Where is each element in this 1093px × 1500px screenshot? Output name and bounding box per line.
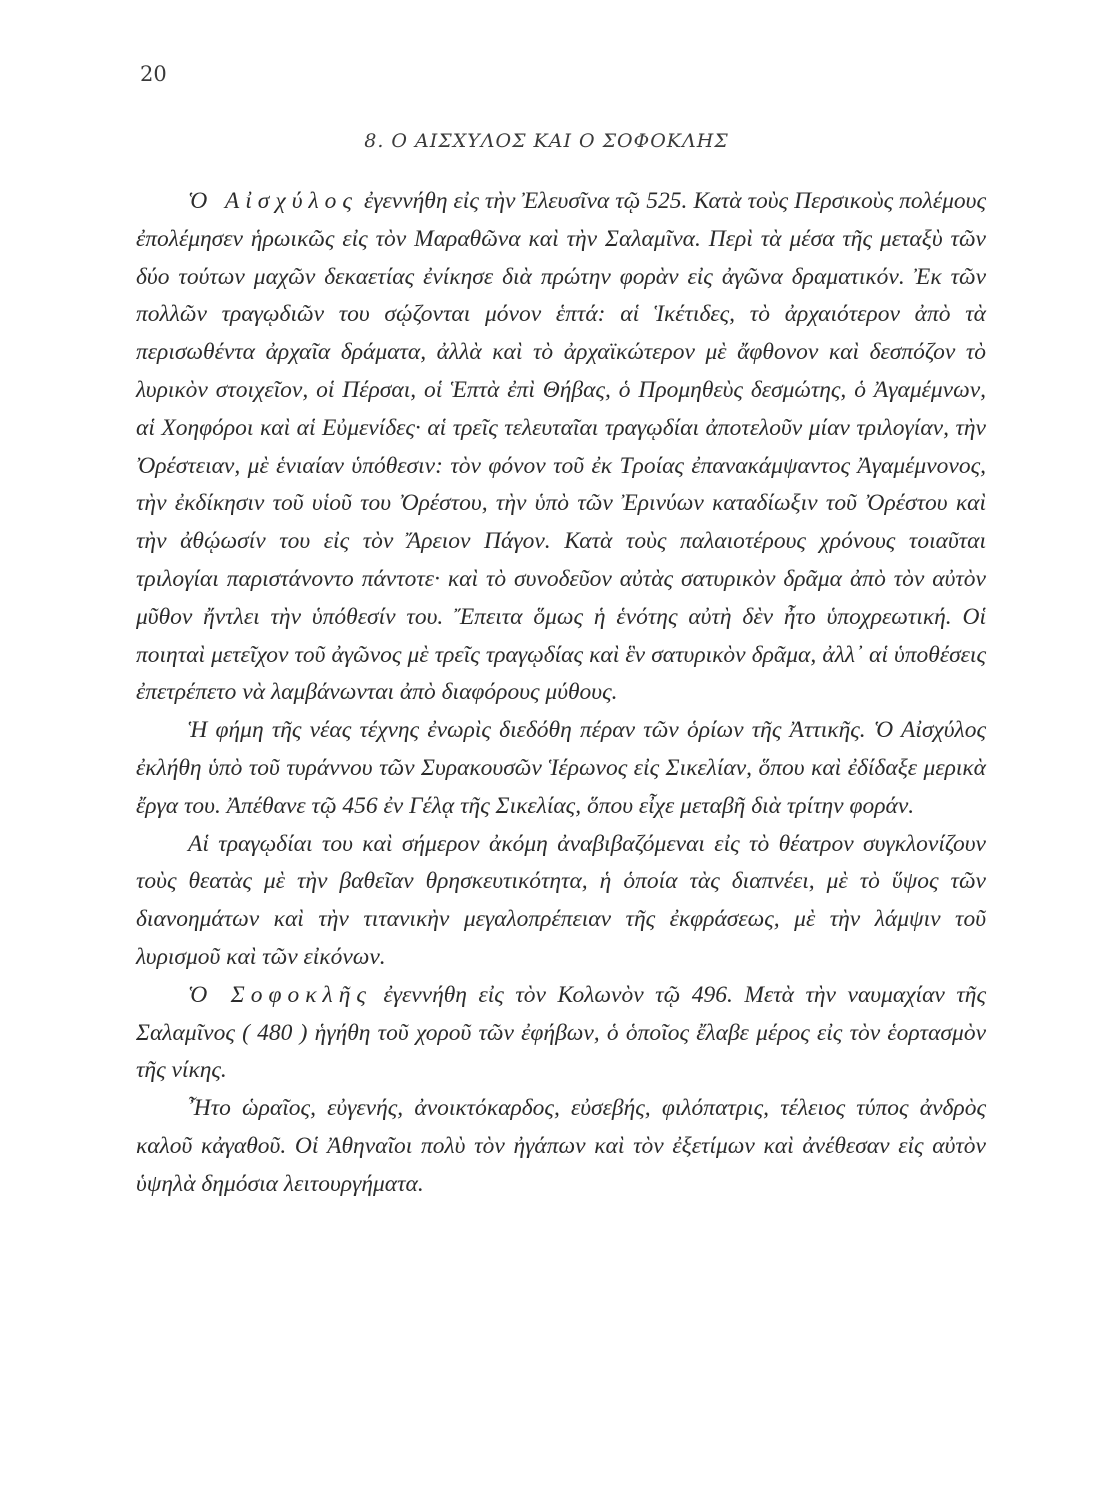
- body-text: [136, 183, 986, 1204]
- paragraph-text: ἐγεννήθη εἰς τὸν Κολωνὸν τῷ 496. Μετὰ τὴν ναυμαχίαν τῆς Σαλαμῖνος ( 480 ) ἡγήθη τοῦ χοροῦ τῶν ἐφήβων, ὁ ὁποῖος ἔλαβε μέρος εἰς τὸν ἑορτασμὸν τῆς νίκης.: [136, 981, 986, 1084]
- paragraph-text: Ἦτο ὡραῖος, εὐγενής, ἀνοικτόκαρδος, εὐσεβής, φιλόπατρις, τέλειος τύπος ἀνδρὸς καλοῦ κἀγαθοῦ. Οἱ Ἀθηναῖοι πολὺ τὸν ἠγάπων καὶ τὸν ἐξετίμων καὶ ἀνέθεσαν εἰς αὐτὸν ὑψηλὰ δημόσια λειτουργήματα.: [136, 1095, 986, 1197]
- paragraph-text: ἐγεννήθη εἰς τὴν Ἐλευσῖνα τῷ 525. Κατὰ τοὺς Περσικοὺς πολέμους ἐπολέμησεν ἡρωικῶς εἰς τὸν Μαραθῶνα καὶ τὴν Σαλαμῖνα. Περὶ τὰ μέσα τῆς μεταξὺ τῶν δύο τούτων μαχῶν δεκαετίας ἐνίκησε διὰ πρώτην φορὰν εἰς ἀγῶνα δραματικόν. Ἐκ τῶν πολλῶν τραγῳδιῶν του σῴζονται μόνον ἑπτά: αἱ Ἱκέτιδες, τὸ ἀρχαιότερον ἀπὸ τὰ περισωθέντα ἀρχαῖα δράματα, ἀλλὰ καὶ τὸ ἀρχαϊκώτερον μὲ ἄφθονον καὶ δεσπόζον τὸ λυρικὸν στοιχεῖον, οἱ Πέρσαι, οἱ Ἑπτὰ ἐπὶ Θήβας, ὁ Προμηθεὺς δεσμώτης, ὁ Ἀγαμέμνων, αἱ Χοηφόροι καὶ αἱ Εὐμενίδες· αἱ τρεῖς τελευταῖαι τραγῳδίαι ἀποτελοῦν μίαν τριλογίαν, τὴν Ὀρέστειαν, μὲ ἑνιαίαν ὑπόθεσιν: τὸν φόνον τοῦ ἐκ Τροίας ἐπανακάμψαντος Ἀγαμέμνονος, τὴν ἐκδίκησιν τοῦ υἱοῦ του Ὀρέστου, τὴν ὑπὸ τῶν Ἐρινύων καταδίωξιν τοῦ Ὀρέστου καὶ τὴν ἀθῴωσίν του εἰς τὸν Ἄρειον Πάγον. Κατὰ τοὺς παλαιοτέρους χρόνους τοιαῦται τριλογίαι παριστάνοντο πάντοτε· καὶ τὸ συνοδεῦον αὐτὰς σατυρικὸν δρᾶμα ἀπὸ τὸν αὐτὸν μῦθον ἤντλει τὴν ὑπόθεσίν του. Ἔπειτα ὅμως ἡ ἑνότης αὐτὴ δὲν ἦτο ὑποχρεωτική. Οἱ ποιηταὶ μετεῖχον τοῦ ἀγῶνος μὲ τρεῖς τραγῳδίας καὶ ἓν σατυρικὸν δρᾶμα, ἀλλ᾽ αἱ ὑποθέσεις ἐπετρέπετο νὰ λαμβάνωνται ἀπὸ διαφόρους μύθους.: [136, 188, 986, 706]
- chapter-title: 8. Ο ΑΙΣΧΥΛΟΣ ΚΑΙ Ο ΣΟΦΟΚΛΗΣ: [364, 130, 729, 152]
- paragraph-lead: Ὁ Σοφοκλῆς: [188, 981, 372, 1008]
- paragraph-text: Αἱ τραγῳδίαι του καὶ σήμερον ἀκόμη ἀναβιβαζόμεναι εἰς τὸ θέατρον συγκλονίζουν τοὺς θεατὰς μὲ τὴν βαθεῖαν θρησκευτικότητα, ἡ ὁποία τὰς διαπνέει, μὲ τὸ ὕψος τῶν διανοημάτων καὶ τὴν τιτανικὴν μεγαλοπρέπειαν τῆς ἐκφράσεως, μὲ τὴν λάμψιν τοῦ λυρισμοῦ καὶ τῶν εἰκόνων.: [136, 830, 986, 970]
- paragraph-text: Ἡ φήμη τῆς νέας τέχνης ἐνωρὶς διεδόθη πέραν τῶν ὁρίων τῆς Ἀττικῆς. Ὁ Αἰσχύλος ἐκλήθη ὑπὸ τοῦ τυράννου τῶν Συρακουσῶν Ἱέρωνος εἰς Σικελίαν, ὅπου καὶ ἐδίδαξε μερικὰ ἔργα του. Ἀπέθανε τῷ 456 ἐν Γέλᾳ τῆς Σικελίας, ὅπου εἶχε μεταβῆ διὰ τρίτην φοράν.: [136, 717, 986, 819]
- paragraph-aeschylus-intro: [136, 183, 986, 712]
- paragraph-aeschylus-fame: [136, 712, 986, 825]
- paragraph-sophocles-intro: [136, 977, 986, 1090]
- page-number: 20: [140, 62, 167, 86]
- paragraph-aeschylus-tragedies: [136, 826, 986, 977]
- paragraph-sophocles-character: [136, 1090, 986, 1203]
- paragraph-lead: Ὁ Αἰσχύλος: [188, 188, 358, 214]
